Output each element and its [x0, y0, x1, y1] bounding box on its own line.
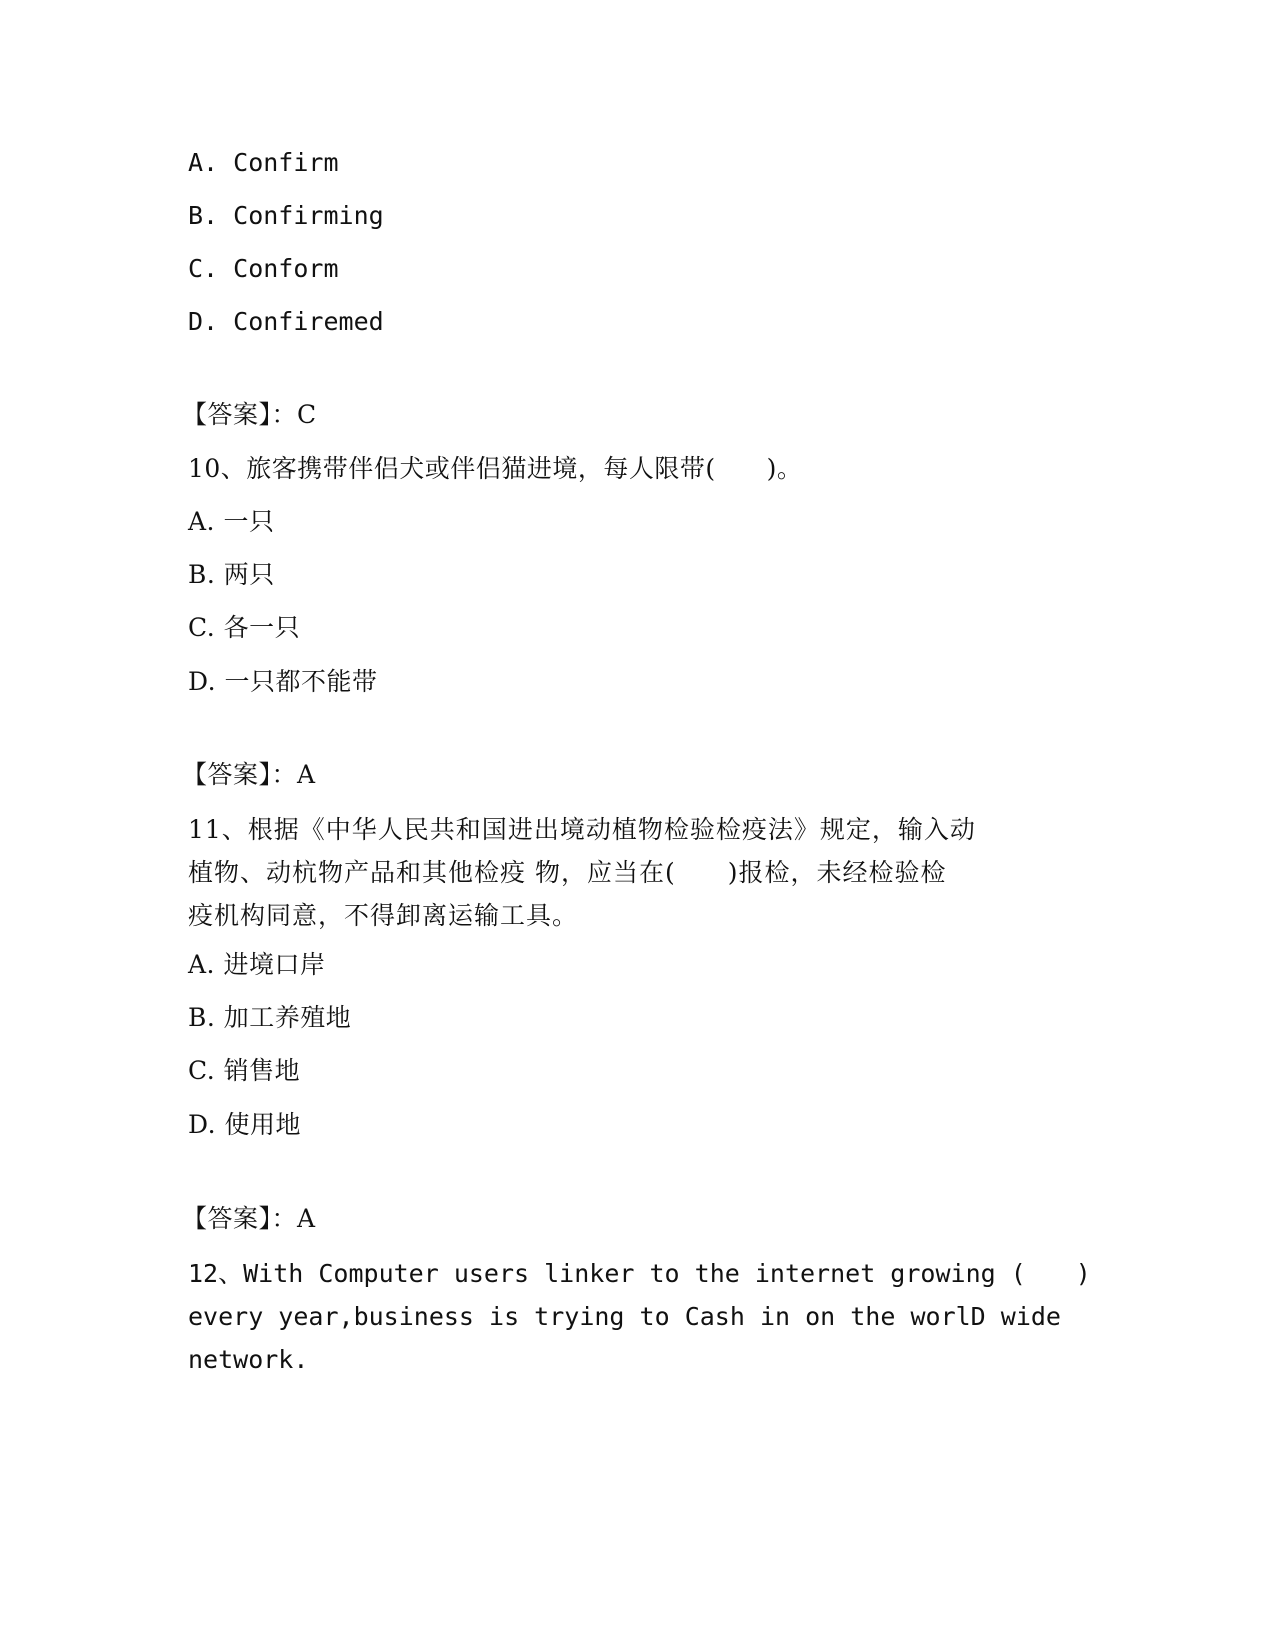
q12-question-line-1: 12、With Computer users linker to the internet growing ( ): [188, 1259, 1091, 1288]
q11-question-line-1: 11、根据《中华人民共和国进出境动植物检验检疫法》规定，输入动: [188, 815, 976, 844]
q9-option-c: C. Conform: [188, 254, 339, 283]
q10-option-a: A. 一只: [188, 507, 275, 536]
q10-question: 10、旅客携带伴侣犬或伴侣猫进境，每人限带( )。: [188, 454, 803, 483]
q10-option-c: C. 各一只: [188, 613, 301, 642]
q11-option-b: B. 加工养殖地: [188, 1003, 352, 1032]
q9-answer: 【答案】：C: [182, 400, 317, 429]
q11-option-c: C. 销售地: [188, 1056, 301, 1085]
q9-option-d: D. Confiremed: [188, 307, 384, 336]
q10-answer: 【答案】：A: [182, 760, 316, 789]
q12-question-line-3: network.: [188, 1345, 309, 1374]
q11-option-d: D. 使用地: [188, 1110, 302, 1139]
q12-question-line-2: every year,business is trying to Cash in on the worlD wide: [188, 1302, 1061, 1331]
q9-option-a: A. Confirm: [188, 148, 339, 177]
q9-option-b: B. Confirming: [188, 201, 384, 230]
q12-question: [188, 1252, 1091, 1381]
q11-question: [188, 808, 1073, 937]
q10-option-d: D. 一只都不能带: [188, 667, 378, 696]
q11-option-a: A. 进境口岸: [188, 950, 326, 979]
q10-option-b: B. 两只: [188, 560, 275, 589]
q11-answer: 【答案】：A: [182, 1204, 316, 1233]
q11-question-line-2: 植物、动杭物产品和其他检疫 物，应当在( )报检，未经检验检: [188, 858, 947, 887]
q11-question-line-3: 疫机构同意，不得卸离运输工具。: [188, 901, 579, 930]
